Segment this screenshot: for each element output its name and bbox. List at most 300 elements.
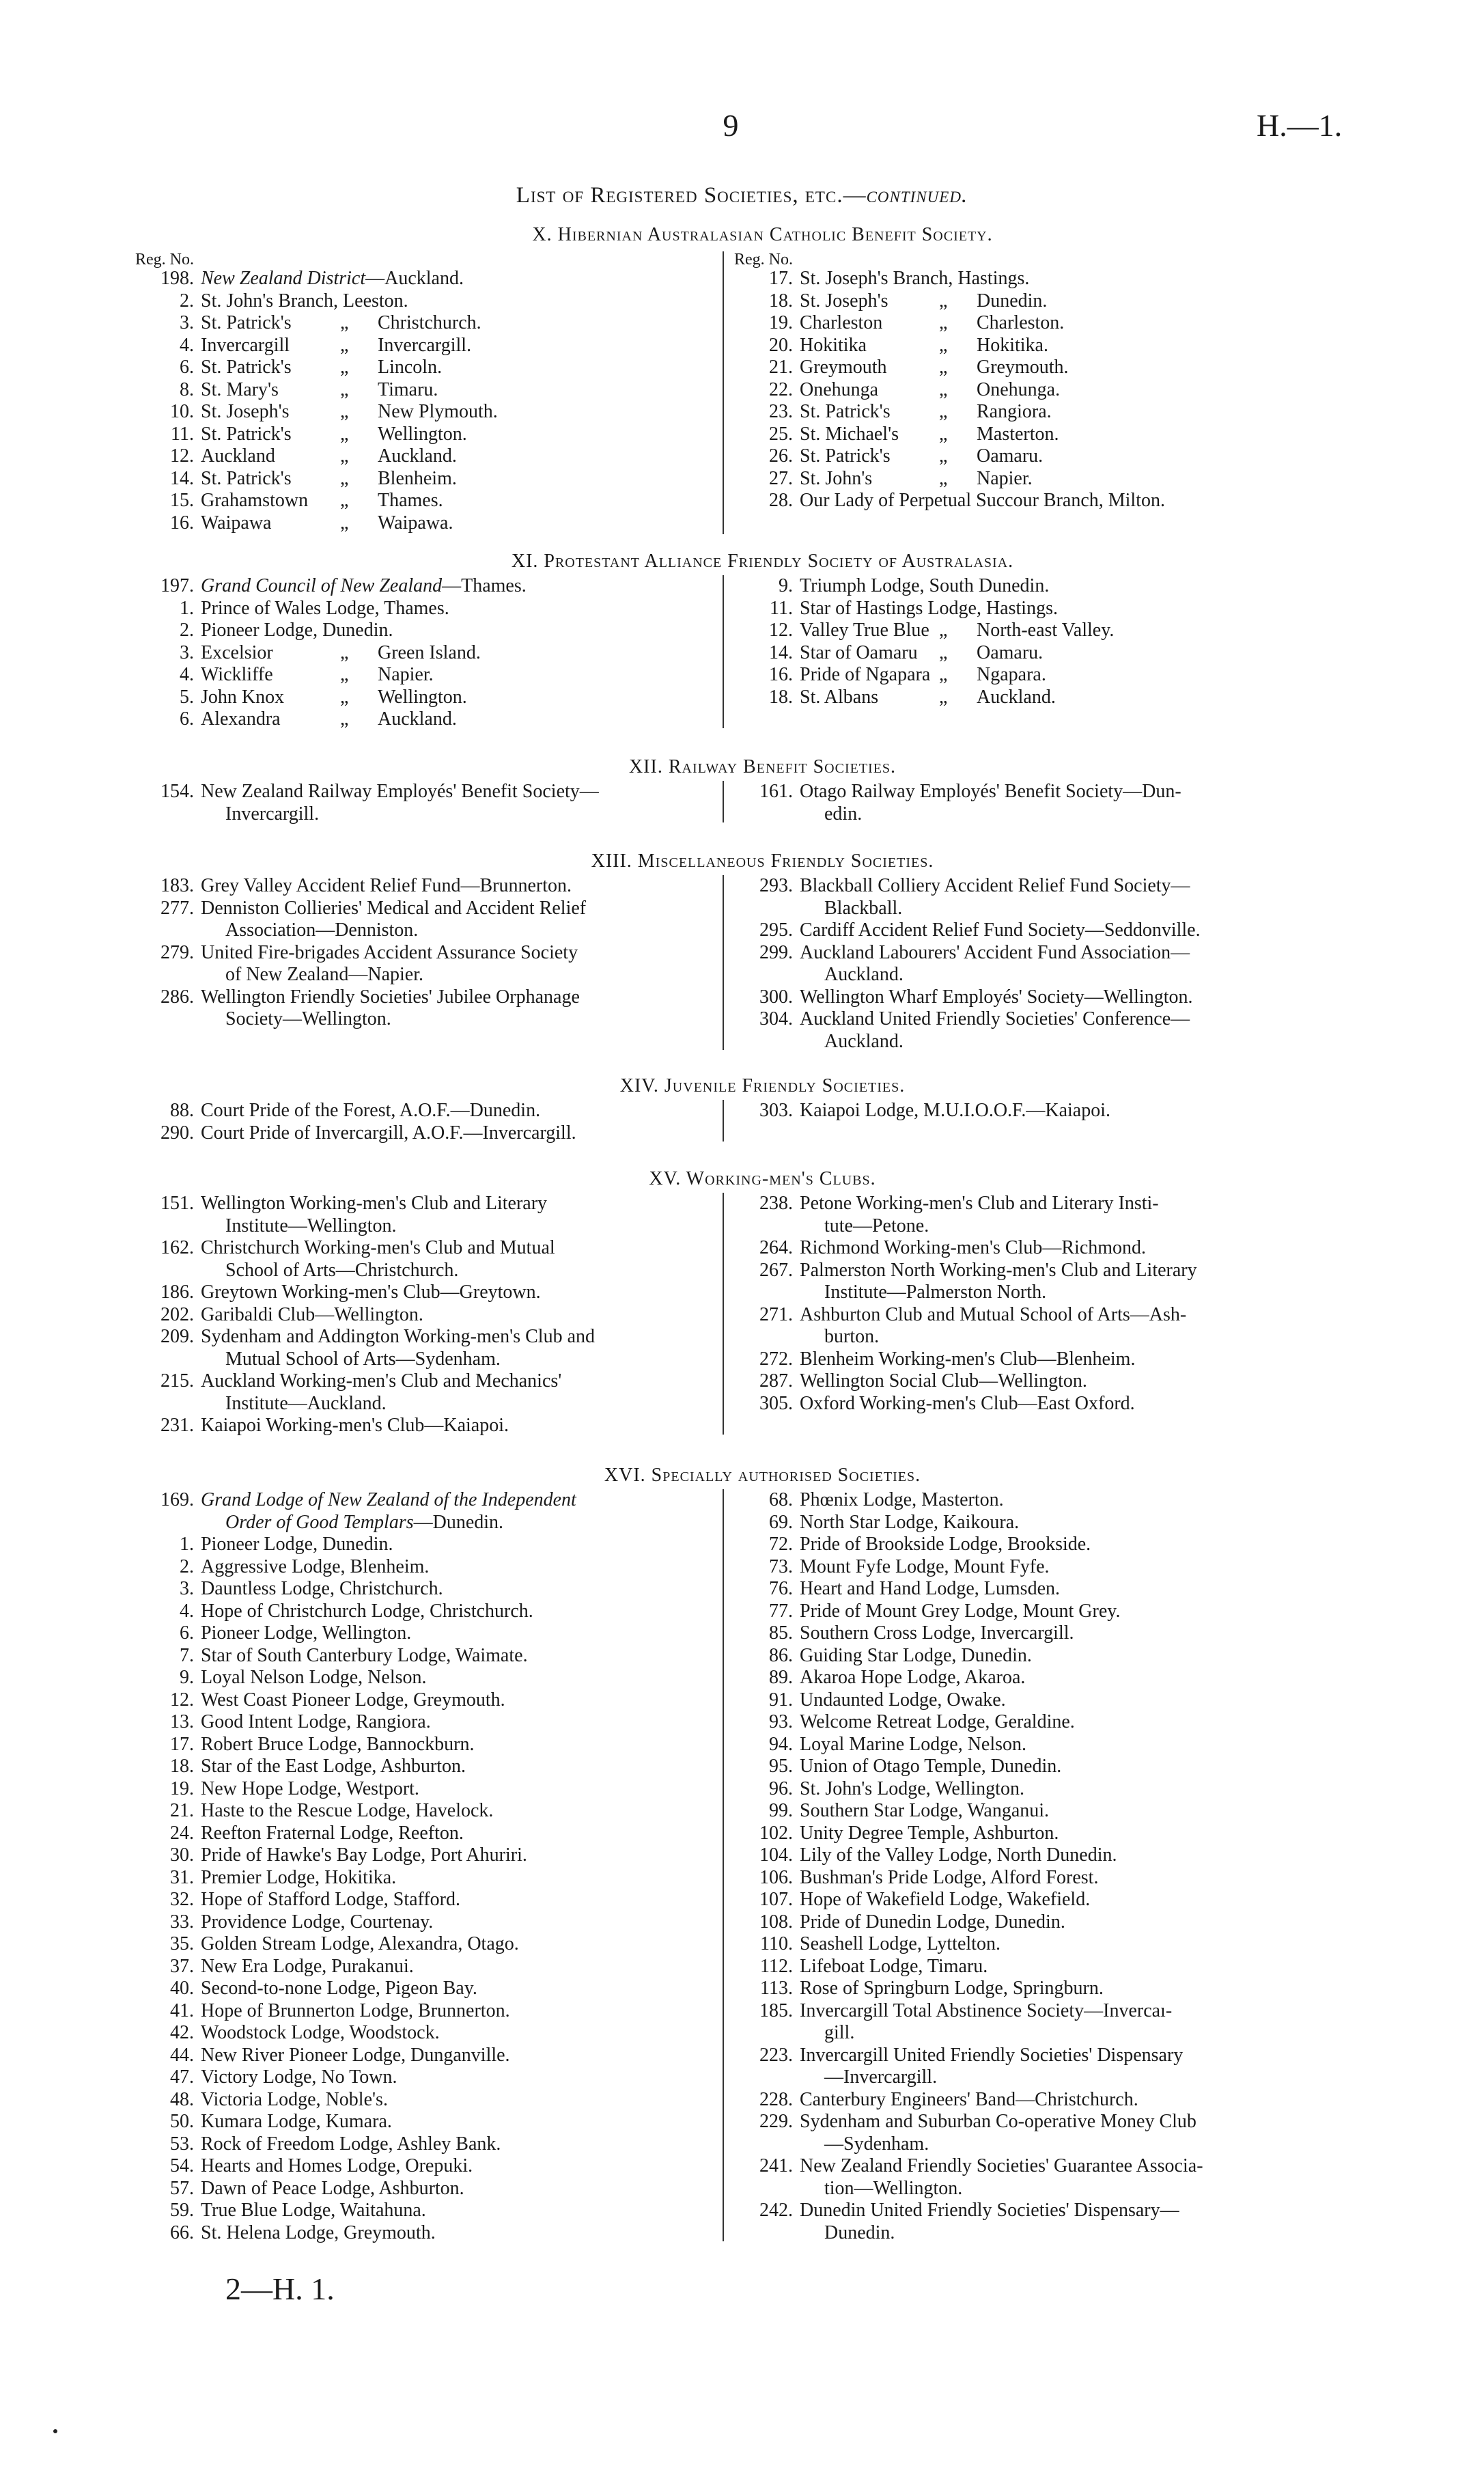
reg-number: 12.: [769, 620, 793, 641]
list-item: [734, 379, 1321, 402]
reg-number: 2.: [180, 290, 194, 312]
entry-text: Garibaldi Club—Wellington.: [201, 1303, 423, 1325]
page-title-suffix: continued.: [866, 183, 968, 208]
entry-continuation-text: Mutual School of Arts—Sydenham.: [225, 1348, 501, 1370]
list-item: [734, 1193, 1321, 1215]
list-item: [135, 687, 716, 709]
entry-place: Auckland.: [977, 686, 1056, 708]
entry-place: Ngapara.: [977, 664, 1046, 685]
list-item-continuation: [135, 919, 716, 942]
entry-text: [201, 268, 716, 290]
list-item: [734, 401, 1321, 424]
reg-number: 185.: [759, 1999, 793, 2021]
list-item: [135, 1282, 716, 1304]
reg-number: 242.: [759, 2200, 793, 2221]
document-reference: H.—1.: [1257, 108, 1343, 143]
list-item: [135, 1601, 716, 1623]
section-columns: [0, 875, 1484, 1053]
entry-text: Star of South Canterbury Lodge, Waimate.: [201, 1644, 528, 1666]
list-item: [734, 468, 1321, 490]
list-item-continuation: [135, 803, 716, 826]
left-column: [135, 575, 716, 731]
reg-number: 32.: [170, 1889, 194, 1910]
list-item: [734, 1778, 1321, 1801]
reg-number: 271.: [759, 1303, 793, 1325]
entry-text: United Fire-brigades Accident Assurance Society: [201, 941, 578, 963]
reg-number: 229.: [759, 2111, 793, 2132]
reg-number: 154.: [160, 781, 194, 802]
entry-place: Lincoln.: [378, 357, 443, 378]
reg-number: 110.: [760, 1933, 793, 1954]
list-item: [135, 2111, 716, 2133]
reg-number: 18.: [170, 1756, 194, 1777]
reg-number: 112.: [760, 1955, 793, 1977]
section-heading: XIII. Miscellaneous Friendly Societies.: [591, 850, 934, 872]
reg-number: 95.: [769, 1756, 793, 1777]
list-item-continuation: [135, 1215, 716, 1238]
list-item: [734, 490, 1321, 512]
reg-number: 209.: [160, 1326, 194, 1347]
entry-continuation: [800, 2222, 895, 2245]
list-item: [135, 424, 716, 446]
list-item: [135, 1193, 716, 1215]
list-item: [135, 642, 716, 665]
entry-text: Petone Working-men's Club and Literary Insti-: [800, 1193, 1159, 1214]
section-heading: XIV. Juvenile Friendly Societies.: [619, 1075, 906, 1096]
list-item: [135, 598, 716, 620]
section-heading: XI. Protestant Alliance Friendly Society of Australasia.: [511, 551, 1014, 572]
list-item: [734, 335, 1321, 357]
list-item: [135, 2133, 716, 2156]
list-item: [734, 919, 1321, 942]
entry-text: Mount Fyfe Lodge, Mount Fyfe.: [800, 1555, 1050, 1577]
entry-text: Court Pride of Invercargill, A.O.F.—Invercargill.: [201, 1122, 576, 1144]
entry-text: Wellington Wharf Employés' Society—Wellington.: [800, 986, 1193, 1008]
list-item: [734, 1601, 1321, 1623]
reg-number: 162.: [160, 1237, 194, 1258]
right-column: [734, 781, 1321, 825]
entry-continuation-text: tion—Wellington.: [824, 2177, 963, 2199]
entry-text: Blackball Colliery Accident Relief Fund Society—: [800, 875, 1190, 896]
entry-text: Denniston Collieries' Medical and Accident Relief: [201, 897, 587, 919]
list-item: [135, 664, 716, 687]
list-item: [135, 2178, 716, 2200]
entry-continuation-text: Auckland.: [824, 964, 904, 985]
reg-number: 169.: [160, 1489, 194, 1510]
reg-number: 14.: [170, 467, 194, 489]
list-item: [734, 1260, 1321, 1282]
reg-number: 186.: [160, 1282, 194, 1303]
entry-text: [800, 401, 1321, 424]
list-item: [734, 1867, 1321, 1890]
entry-text: [800, 598, 1321, 620]
entry-text: Reefton Fraternal Lodge, Reefton.: [201, 1822, 464, 1844]
entry-place: Oamaru.: [977, 641, 1044, 663]
entry-text: St. Helena Lodge, Greymouth.: [201, 2222, 436, 2243]
entry-continuation-text: Order of Good Templars: [225, 1511, 414, 1533]
entry-continuation: [201, 1260, 458, 1282]
list-item: [135, 1667, 716, 1689]
reg-number: 24.: [170, 1822, 194, 1844]
entry-place: Green Island.: [378, 641, 481, 663]
entry-text: St. John's Lodge, Wellington.: [800, 1777, 1024, 1799]
entry-text: Ashburton Club and Mutual School of Arts—Ash-: [800, 1303, 1187, 1325]
entry-continuation: [201, 1348, 501, 1371]
section-columns: [0, 1193, 1484, 1437]
list-item: [135, 986, 716, 1009]
left-column: [135, 249, 716, 534]
reg-number: 18.: [769, 290, 793, 312]
reg-number: 286.: [160, 986, 194, 1008]
reg-number: 293.: [759, 875, 793, 896]
ditto-mark: „: [340, 512, 349, 534]
reg-number: 16.: [170, 512, 194, 534]
reg-number: 96.: [769, 1777, 793, 1799]
left-column: [135, 1489, 716, 2244]
entry-continuation: [800, 1031, 904, 1053]
reg-number: 89.: [769, 1667, 793, 1688]
entry-text: Christchurch Working-men's Club and Mutual: [201, 1237, 555, 1258]
reg-number: 28.: [769, 490, 793, 511]
list-item: [135, 1556, 716, 1579]
entry-continuation: [800, 964, 904, 986]
list-item: [135, 1534, 716, 1556]
entry-name: Valley True Blue: [800, 620, 929, 641]
list-item: [135, 1756, 716, 1778]
reg-no-label: Reg. No.: [734, 251, 793, 268]
section-xi: [0, 551, 1484, 731]
reg-number: 15.: [170, 490, 194, 511]
entry-text: Victory Lodge, No Town.: [201, 2066, 397, 2088]
entry-name: Greymouth: [800, 357, 887, 378]
reg-number: 102.: [759, 1822, 793, 1844]
ditto-mark: „: [939, 312, 948, 333]
entry-place: Christchurch.: [378, 312, 481, 333]
list-item: [135, 468, 716, 490]
list-item-continuation: [734, 803, 1321, 826]
entry-place: Hokitika.: [977, 334, 1048, 356]
reg-number: 41.: [170, 1999, 194, 2021]
reg-number: 94.: [769, 1733, 793, 1755]
list-item-continuation: [734, 898, 1321, 920]
list-item: [135, 1237, 716, 1260]
reg-number: 267.: [759, 1259, 793, 1281]
list-item: [135, 575, 716, 598]
ditto-mark: „: [939, 467, 948, 489]
entry-text: Greytown Working-men's Club—Greytown.: [201, 1282, 541, 1303]
list-item: [135, 620, 716, 642]
entry-name: St. Joseph's: [800, 290, 888, 312]
list-item-continuation: [734, 1031, 1321, 1053]
reg-number: 272.: [759, 1348, 793, 1370]
reg-number: 4.: [180, 334, 194, 356]
entry-name: St. Patrick's: [201, 312, 292, 333]
list-item: [734, 620, 1321, 642]
reg-number: 76.: [769, 1578, 793, 1599]
entry-continuation-text: of New Zealand—Napier.: [225, 964, 423, 985]
list-item-continuation: [734, 2178, 1321, 2200]
entry-text: Sydenham and Addington Working-men's Club and: [201, 1326, 596, 1347]
section-columns: [0, 1489, 1484, 2244]
reg-number: 19.: [769, 312, 793, 333]
list-item-continuation: [135, 1512, 716, 1534]
section-xiv: [0, 1075, 1484, 1144]
entry-text: Auckland Working-men's Club and Mechanics': [201, 1370, 562, 1392]
entry-place: New Plymouth.: [378, 401, 498, 422]
reg-number: 68.: [769, 1489, 793, 1510]
reg-number: 106.: [759, 1866, 793, 1888]
reg-number: 3.: [180, 312, 194, 333]
reg-number: 17.: [170, 1733, 194, 1755]
reg-number: 44.: [170, 2044, 194, 2066]
entry-place: North-east Valley.: [977, 620, 1115, 641]
list-item: [734, 2111, 1321, 2133]
reg-number: 3.: [180, 1578, 194, 1599]
entry-text: Canterbury Engineers' Band—Christchurch.: [800, 2088, 1138, 2110]
list-item: [734, 1756, 1321, 1778]
list-item: [135, 708, 716, 731]
list-item: [734, 1889, 1321, 1911]
entry-text: Undaunted Lodge, Owake.: [800, 1689, 1006, 1711]
entry-text: [201, 468, 716, 490]
section-columns: [0, 575, 1484, 731]
list-item-continuation: [135, 1008, 716, 1031]
entry-continuation: [201, 1512, 503, 1534]
reg-number: 228.: [759, 2088, 793, 2110]
entry-place: Wellington.: [378, 686, 467, 708]
entry-text: [800, 664, 1321, 687]
list-item: [135, 312, 716, 335]
entry-text: [800, 379, 1321, 402]
reg-number: 11.: [171, 423, 194, 445]
ditto-mark: „: [340, 423, 349, 445]
list-item: [135, 1844, 716, 1867]
reg-number: 27.: [769, 467, 793, 489]
list-item: [135, 2200, 716, 2222]
reg-number: 77.: [769, 1600, 793, 1622]
list-item: [135, 1711, 716, 1734]
entry-text: Dawn of Peace Lodge, Ashburton.: [201, 2177, 464, 2199]
right-column: [734, 1193, 1321, 1415]
entry-text: Woodstock Lodge, Woodstock.: [201, 2022, 440, 2043]
entry-continuation-text: —Invercargill.: [824, 2066, 938, 2088]
column-divider: [723, 1193, 724, 1435]
ditto-mark: „: [340, 312, 349, 333]
reg-number: 72.: [769, 1534, 793, 1555]
list-item: [734, 290, 1321, 313]
list-item: [135, 357, 716, 379]
entry-text: Palmerston North Working-men's Club and Literary: [800, 1259, 1197, 1281]
reg-number: 21.: [170, 1800, 194, 1821]
entry-text: Auckland Labourers' Accident Fund Association—: [800, 941, 1190, 963]
list-item: [734, 687, 1321, 709]
entry-text: [800, 687, 1321, 709]
entry-name: St. John's: [800, 467, 873, 489]
reg-number: 12.: [170, 1689, 194, 1711]
list-item: [135, 898, 716, 920]
entry-name: St. Albans: [800, 686, 879, 708]
entry-continuation-text: Institute—Wellington.: [225, 1215, 397, 1236]
list-item: [734, 1911, 1321, 1934]
left-column: [135, 781, 716, 825]
entry-name: Our Lady of Perpetual Succour Branch, Milton.: [800, 490, 1165, 511]
list-item: [734, 1556, 1321, 1579]
entry-text: Haste to the Rescue Lodge, Havelock.: [201, 1800, 494, 1821]
entry-name: Onehunga: [800, 378, 879, 400]
section-xiii: [0, 850, 1484, 1053]
entry-continuation-text: gill.: [824, 2022, 855, 2043]
list-item: [135, 2089, 716, 2112]
left-column: [135, 1100, 716, 1144]
entry-continuation: [800, 2133, 929, 2156]
list-item: [734, 1667, 1321, 1689]
entry-text: Guiding Star Lodge, Dunedin.: [800, 1644, 1032, 1666]
entry-text: [800, 335, 1321, 357]
entry-place: Timaru.: [378, 378, 438, 400]
entry-text: Kumara Lodge, Kumara.: [201, 2111, 392, 2132]
entry-text: New Zealand Friendly Societies' Guarantee Associa-: [800, 2155, 1203, 2176]
list-item-continuation: [734, 1282, 1321, 1304]
column-divider: [723, 1489, 724, 2241]
entry-text: [201, 512, 716, 535]
entry-text: [201, 708, 716, 731]
reg-number: 12.: [170, 445, 194, 467]
column-divider: [723, 875, 724, 1050]
entry-continuation: [201, 803, 319, 826]
entry-text: Oxford Working-men's Club—East Oxford.: [800, 1392, 1135, 1414]
list-item: [734, 1534, 1321, 1556]
ditto-mark: „: [939, 423, 948, 445]
reg-number: 304.: [759, 1008, 793, 1029]
section-heading: XVI. Specially authorised Societies.: [604, 1465, 921, 1486]
list-item: [734, 1823, 1321, 1845]
list-item: [135, 1370, 716, 1393]
entry-continuation-text: Dunedin.: [824, 2222, 895, 2243]
entry-text: Seashell Lodge, Lyttelton.: [800, 1933, 1000, 1954]
list-item: [734, 1489, 1321, 1512]
entry-text: [800, 424, 1321, 446]
entry-continuation-text: Invercargill.: [225, 803, 320, 825]
reg-number: 59.: [170, 2200, 194, 2221]
list-item: [734, 781, 1321, 803]
list-item: [734, 2155, 1321, 2178]
list-item: [734, 1711, 1321, 1734]
entry-name: Pride of Ngapara: [800, 664, 931, 685]
reg-number: 57.: [170, 2177, 194, 2199]
ditto-mark: „: [939, 378, 948, 400]
reg-number: 279.: [160, 941, 194, 963]
list-item-continuation: [734, 964, 1321, 986]
list-item: [734, 1512, 1321, 1534]
list-item: [135, 1956, 716, 1978]
entry-continuation-text: Auckland.: [824, 1030, 904, 1052]
right-column: [734, 249, 1321, 512]
entry-text: [201, 575, 716, 598]
list-item: [734, 942, 1321, 965]
page-title-prefix: List of Registered Societies, etc.—: [516, 183, 867, 208]
entry-text: Providence Lodge, Courtenay.: [201, 1911, 434, 1933]
entry-name: St. Patrick's: [201, 357, 292, 378]
list-item: [734, 268, 1321, 290]
entry-continuation: [800, 898, 902, 920]
list-item-continuation: [135, 1393, 716, 1415]
entry-text: Welcome Retreat Lodge, Geraldine.: [800, 1711, 1075, 1732]
list-item-continuation: [734, 2066, 1321, 2089]
entry-name: Prince of Wales Lodge, Thames.: [201, 597, 449, 619]
entry-name: Alexandra: [201, 708, 281, 730]
reg-number: 26.: [769, 445, 793, 467]
list-item: [734, 424, 1321, 446]
section-heading: X. Hibernian Australasian Catholic Benefit Society.: [532, 224, 993, 245]
section-x: [0, 224, 1484, 534]
list-item: [734, 664, 1321, 687]
entry-text: Hope of Wakefield Lodge, Wakefield.: [800, 1889, 1091, 1910]
ditto-mark: „: [340, 490, 349, 511]
entry-text: Golden Stream Lodge, Alexandra, Otago.: [201, 1933, 519, 1954]
page-number: 9: [723, 108, 739, 143]
entry-text: Rose of Springburn Lodge, Springburn.: [800, 1978, 1104, 1999]
list-item: [135, 1800, 716, 1823]
right-column: [734, 875, 1321, 1053]
margin-mark: [53, 2429, 57, 2433]
ditto-mark: „: [340, 378, 349, 400]
reg-number: 2.: [180, 1555, 194, 1577]
reg-number: 73.: [769, 1555, 793, 1577]
entry-continuation: [800, 2066, 937, 2089]
reg-number: 50.: [170, 2111, 194, 2132]
entry-text: Wellington Social Club—Wellington.: [800, 1370, 1087, 1392]
entry-text: [201, 357, 716, 379]
entry-text: Wellington Friendly Societies' Jubilee Orphanage: [201, 986, 580, 1008]
entry-place: Waipawa.: [378, 512, 453, 534]
list-item: [135, 875, 716, 898]
list-item: [135, 1326, 716, 1348]
entry-place: Napier.: [378, 664, 434, 685]
entry-name: John Knox: [201, 686, 285, 708]
entry-text: [800, 290, 1321, 313]
column-divider: [723, 1100, 724, 1141]
reg-number: 13.: [170, 1711, 194, 1732]
reg-number: 238.: [759, 1193, 793, 1214]
entry-place: Wellington.: [378, 423, 467, 445]
list-item: [135, 335, 716, 357]
reg-number: 99.: [769, 1800, 793, 1821]
ditto-mark: „: [939, 401, 948, 422]
list-item: [135, 445, 716, 468]
list-item: [734, 357, 1321, 379]
entry-text: Star of the East Lodge, Ashburton.: [201, 1756, 466, 1777]
reg-number: 54.: [170, 2155, 194, 2176]
list-item: [135, 2045, 716, 2067]
reg-number: 16.: [769, 664, 793, 685]
entry-text: [201, 445, 716, 468]
page-title: [0, 184, 1484, 207]
list-item: [135, 268, 716, 290]
reg-number: 22.: [769, 378, 793, 400]
entry-text: Victoria Lodge, Noble's.: [201, 2088, 388, 2110]
entry-name: Pioneer Lodge, Dunedin.: [201, 620, 393, 641]
list-item: [135, 1622, 716, 1645]
reg-number: 6.: [180, 1622, 194, 1644]
reg-number: 104.: [759, 1844, 793, 1866]
left-column: [135, 1193, 716, 1437]
list-item-continuation: [734, 2222, 1321, 2245]
ditto-mark: „: [939, 686, 948, 708]
list-item: [734, 1578, 1321, 1601]
section-columns: [0, 781, 1484, 825]
list-item: [135, 1867, 716, 1890]
list-item: [135, 2155, 716, 2178]
